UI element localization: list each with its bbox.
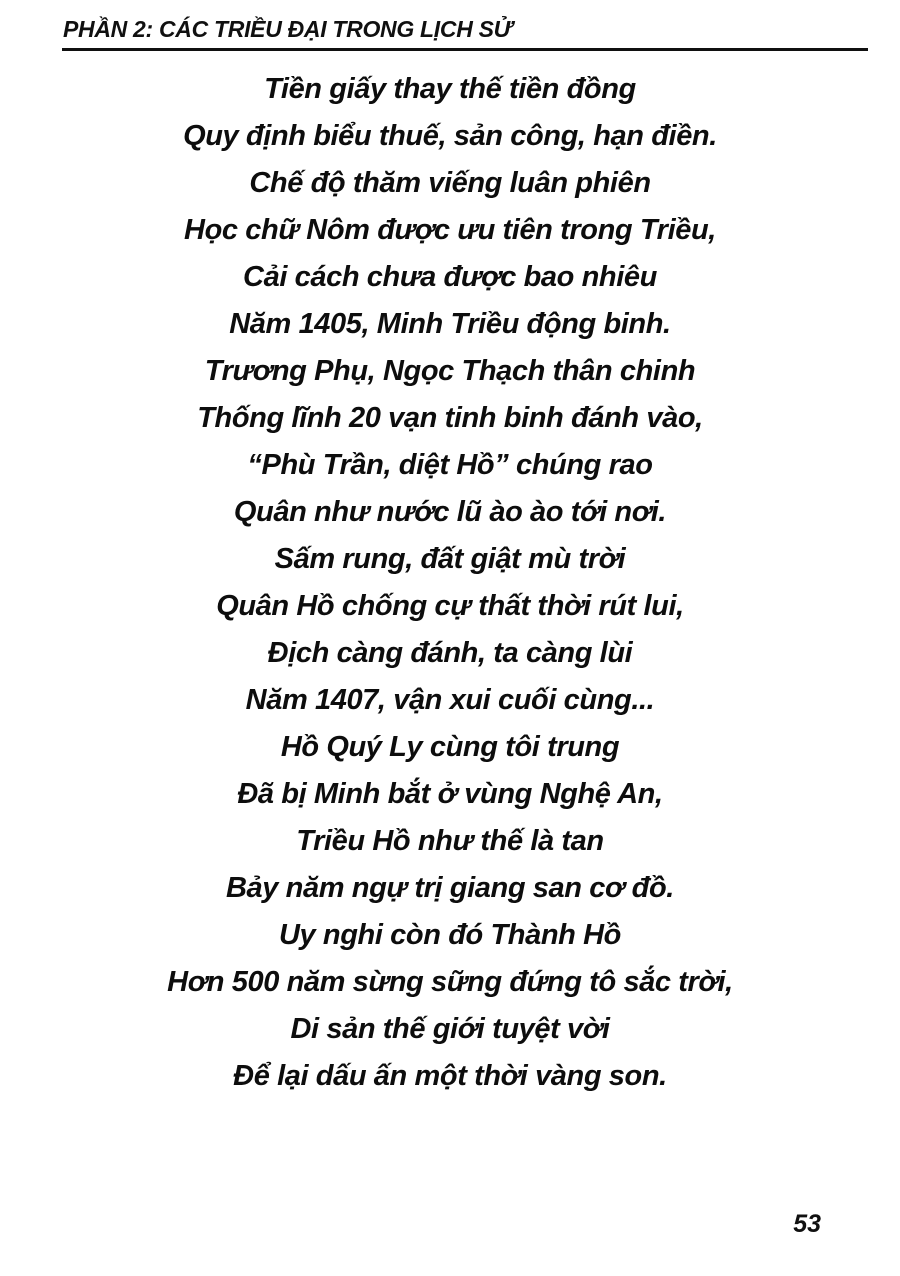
- poem-line: Hơn 500 năm sừng sững đứng tô sắc trời,: [167, 966, 733, 998]
- poem-line: Trương Phụ, Ngọc Thạch thân chinh: [204, 355, 696, 387]
- poem-line: Để lại dấu ấn một thời vàng son.: [233, 1060, 667, 1092]
- poem-line: Sấm rung, đất giật mù trời: [274, 543, 626, 575]
- poem-line: Triều Hồ như thế là tan: [296, 825, 604, 857]
- page-number: 53: [793, 1210, 821, 1238]
- poem-line: Chế độ thăm viếng luân phiên: [249, 167, 651, 199]
- poem-line: Quân Hồ chống cự thất thời rút lui,: [216, 590, 684, 622]
- poem-body: [0, 66, 900, 1100]
- poem-line: Cải cách chưa được bao nhiêu: [243, 261, 657, 293]
- poem-line: Học chữ Nôm được ưu tiên trong Triều,: [184, 214, 716, 246]
- poem-line: Quy định biểu thuế, sản công, hạn điền.: [183, 120, 717, 152]
- poem-line: Hồ Quý Ly cùng tôi trung: [280, 731, 620, 763]
- section-header: PHẦN 2: CÁC TRIỀU ĐẠI TRONG LỊCH SỬ: [63, 16, 512, 42]
- poem-line: Tiền giấy thay thế tiền đồng: [264, 73, 636, 105]
- poem-line: Di sản thế giới tuyệt vời: [290, 1013, 610, 1045]
- poem-line: Uy nghi còn đó Thành Hồ: [279, 919, 621, 951]
- poem-line: Quân như nước lũ ào ào tới nơi.: [233, 496, 667, 528]
- poem-line: Năm 1407, vận xui cuối cùng...: [245, 684, 655, 716]
- poem-line: Bảy năm ngự trị giang san cơ đồ.: [226, 872, 674, 904]
- header-rule: [62, 48, 868, 51]
- poem-line: Địch càng đánh, ta càng lùi: [267, 637, 633, 669]
- poem-line: “Phù Trần, diệt Hồ” chúng rao: [247, 449, 653, 481]
- poem-line: Thống lĩnh 20 vạn tinh binh đánh vào,: [197, 402, 703, 434]
- poem-line: Đã bị Minh bắt ở vùng Nghệ An,: [237, 778, 663, 810]
- poem-line: Năm 1405, Minh Triều động binh.: [229, 308, 671, 340]
